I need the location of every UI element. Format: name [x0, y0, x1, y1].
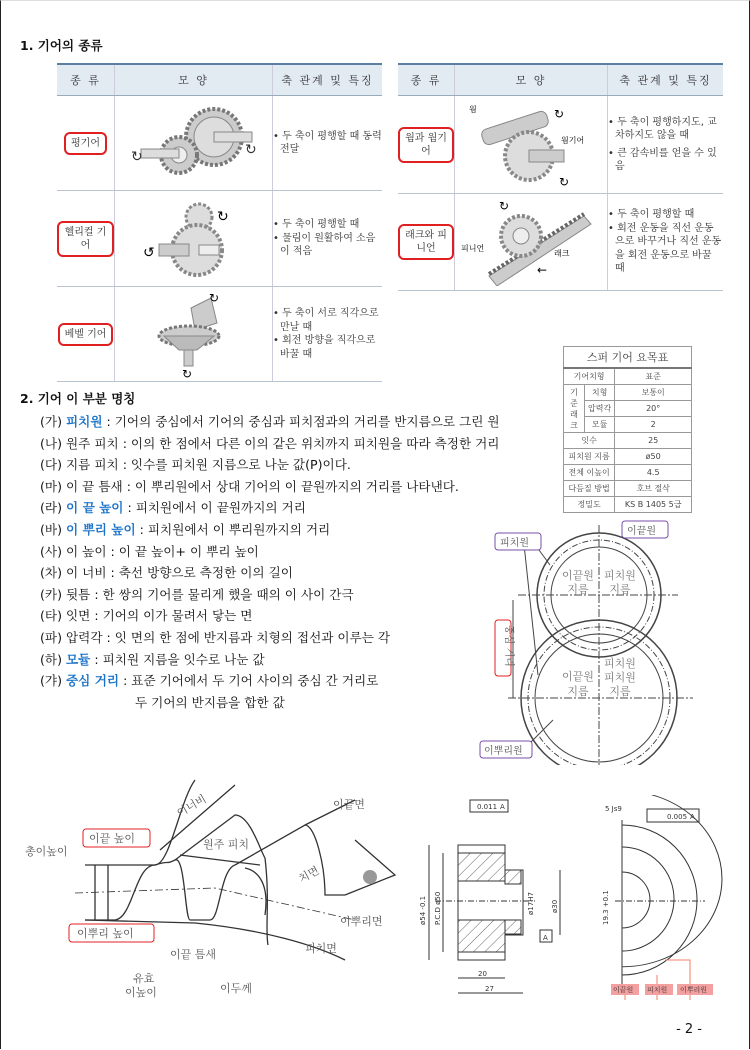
- term-prefix: (가): [40, 414, 62, 429]
- feature-text: • 회전 방향을 직각으로 바꿀 때: [273, 335, 376, 360]
- outer-diameter-dim: ø54 -0.1: [419, 895, 427, 925]
- term-item: [40, 454, 500, 476]
- spec-value: 20°: [615, 401, 692, 417]
- spec-label: 치형: [585, 385, 615, 401]
- table-row: [398, 194, 723, 291]
- section1-title: 1. 기어의 종류: [20, 38, 103, 53]
- addendum-dia-label: 지름: [567, 685, 589, 698]
- addendum-circle-tag: 이끝원: [627, 526, 656, 537]
- term-prefix: (파): [40, 629, 62, 645]
- keyway-dim: 5 Js9: [605, 805, 622, 813]
- term-item: [40, 411, 500, 433]
- svg-text:↻: ↻: [244, 142, 257, 158]
- worm-label: 웜: [468, 105, 477, 114]
- width-dim: 27: [485, 985, 494, 993]
- term-name: 이 끝 높이: [66, 500, 124, 516]
- face-width-label: 이너비: [174, 792, 209, 820]
- helical-gear-image: [129, 195, 259, 280]
- col-header-shape: 모 양: [455, 64, 608, 96]
- term-description: : 피치원 지름을 잇수로 나눈 값: [90, 651, 265, 667]
- svg-text:↻: ↻: [498, 198, 509, 213]
- term-prefix: (타): [40, 608, 62, 624]
- gear-type-tag: 헬리컬 기어: [57, 221, 114, 257]
- tooth-thickness-label: 이두께: [220, 982, 252, 995]
- term-description-continued: 두 기어의 반지름을 합한 값: [135, 694, 285, 710]
- term-item: [40, 562, 500, 584]
- col-header-type: 종 류: [57, 64, 115, 96]
- table-row: [398, 96, 723, 194]
- spec-label: 기어치형: [564, 368, 615, 385]
- gear-types-table-left: [57, 63, 382, 382]
- pitch-dia-label: 지름: [609, 685, 631, 698]
- feature-text: • 두 축이 평행할 때: [608, 209, 695, 221]
- gear-types-table-right: [398, 63, 723, 291]
- feature-text: • 큰 감속비를 얻을 수 있음: [608, 147, 717, 172]
- spec-value: 4.5: [615, 465, 692, 481]
- hub-dim: ø30: [551, 899, 559, 913]
- term-name: 피치원: [66, 414, 103, 429]
- table-row: [57, 287, 382, 382]
- whole-depth-label: 총이높이: [25, 845, 68, 858]
- term-name: 이 끝 틈새: [66, 478, 123, 494]
- gear-type-tag: 평기어: [64, 132, 107, 155]
- clearance-label: 이끝 틈새: [170, 948, 217, 961]
- spur-gear-drawing: [415, 795, 725, 1010]
- spec-label: 모듈: [585, 417, 615, 433]
- spec-value: 2: [615, 417, 692, 433]
- term-item: [40, 649, 500, 671]
- spec-value: 호브 절삭: [615, 481, 692, 497]
- spec-label: 다듬질 방법: [564, 481, 615, 497]
- gear-tooth-nomenclature-diagram: [15, 770, 415, 1010]
- pitch-dia-label: 피치원: [604, 569, 636, 582]
- term-description: : 피치원에서 이 끝원까지의 거리: [123, 500, 306, 516]
- dedendum-circle-tag: 이뿌리원: [484, 746, 523, 757]
- spec-label: 압력각: [585, 401, 615, 417]
- pitch-circle-diagram: [478, 515, 718, 765]
- term-item: [40, 519, 500, 541]
- page-number: - 2 -: [676, 1022, 702, 1037]
- pitch-circle-tag: 피치원: [500, 538, 529, 549]
- term-name: 압력각: [66, 629, 103, 645]
- keyway-depth-dim: 19.3 +0.1: [602, 890, 610, 925]
- feature-text: • 물림이 원활하여 소음이 적음: [273, 232, 376, 258]
- svg-text:↻: ↻: [130, 149, 143, 165]
- pitch-dia-label: 피치원: [604, 671, 636, 684]
- term-item: [40, 670, 500, 692]
- datum-label: A: [690, 813, 695, 821]
- worm-gear-image: [459, 98, 604, 188]
- term-prefix: (차): [40, 565, 62, 581]
- term-name: 원주 피치: [66, 435, 119, 451]
- spec-value: 보통이: [615, 385, 692, 401]
- term-item: [40, 476, 500, 498]
- term-description: : 잇 면의 한 점에 반지름과 치형의 접선과 이루는 각: [102, 629, 391, 645]
- svg-text:↻: ↻: [181, 366, 192, 378]
- spec-value: ø50: [615, 449, 692, 465]
- spec-value: 표준: [615, 368, 692, 385]
- datum-label: A: [543, 934, 548, 942]
- term-description: : 이 끝 높이+ 이 뿌리 높이: [106, 543, 259, 559]
- svg-text:↻: ↻: [558, 175, 569, 188]
- spec-label: 잇수: [564, 433, 615, 449]
- dedendum-tag: 이뿌리 높이: [77, 927, 134, 940]
- term-description: : 기어의 이가 물려서 닿는 면: [90, 608, 253, 624]
- table-row: [57, 191, 382, 287]
- col-header-features: 축 관계 및 특징: [273, 64, 383, 96]
- terms-list: [40, 411, 500, 713]
- term-prefix: (나): [40, 435, 62, 451]
- term-prefix: (갸): [40, 673, 62, 689]
- runout-tolerance: 0.011: [477, 803, 498, 811]
- term-description: : 기어의 중심에서 기어의 중심과 피치점과의 거리를 반지름으로 그린 원: [102, 414, 500, 429]
- rack-pinion-image: [459, 196, 604, 286]
- gear-type-tag: 래크와 피니언: [398, 224, 454, 260]
- term-description: : 축선 방향으로 측정한 이의 길이: [106, 565, 293, 581]
- bore-dim: ø17H7: [527, 892, 535, 915]
- term-prefix: (마): [40, 478, 62, 494]
- term-name: 지름 피치: [66, 457, 119, 473]
- term-name: 뒷틈: [66, 586, 91, 602]
- feature-text: • 두 축이 서로 직각으로 만날 때: [273, 308, 379, 333]
- term-item: [40, 433, 500, 455]
- term-item: [40, 541, 500, 563]
- term-prefix: (다): [40, 457, 62, 473]
- term-description: : 잇수를 피치원 지름으로 나눈 값(P)이다.: [118, 457, 351, 473]
- top-land-label: 이끝면: [333, 798, 365, 811]
- table-row: [57, 96, 382, 191]
- addendum-tag: 이끝 높이: [89, 832, 136, 845]
- spec-title: 스퍼 기어 요목표: [564, 347, 692, 369]
- term-description: : 표준 기어에서 두 기어 사이의 중심 간 거리로: [119, 673, 379, 689]
- width-dim: 20: [478, 970, 487, 978]
- term-prefix: (사): [40, 543, 62, 559]
- spur-gear-image: [129, 99, 259, 184]
- symmetry-tolerance: 0.005: [667, 813, 688, 821]
- addendum-dia-label: 이끝원: [562, 569, 594, 582]
- term-description: : 한 쌍의 기어를 물리게 했을 때의 이 사이 간극: [90, 586, 354, 602]
- section2-title: 2. 기어 이 부분 명칭: [20, 391, 136, 406]
- gear-type-tag: 웜과 웜기어: [398, 127, 454, 163]
- svg-text:←: ←: [536, 262, 547, 277]
- term-prefix: (하): [40, 651, 62, 667]
- pitch-circle-label: 피치원: [604, 657, 636, 670]
- addendum-dia-label: 지름: [567, 583, 589, 596]
- term-prefix: (카): [40, 586, 62, 602]
- gear-type-tag: 베벨 기어: [58, 323, 114, 346]
- term-name: 모듈: [66, 651, 91, 667]
- pinion-label: 피니언: [460, 243, 484, 253]
- term-item: [40, 497, 500, 519]
- spec-value: 25: [615, 433, 692, 449]
- pitch-dia-label: 지름: [609, 583, 631, 596]
- spec-label: 전체 이높이: [564, 465, 615, 481]
- col-header-features: 축 관계 및 특징: [608, 64, 724, 96]
- term-name: 이 뿌리 높이: [66, 521, 136, 537]
- svg-text:↻: ↻: [216, 208, 229, 225]
- feature-text: • 회전 운동을 직선 운동으로 바꾸거나 직선 운동을 회전 운동으로 바꿀 때: [608, 222, 722, 275]
- center-distance-tag: 중심 거리: [503, 625, 514, 667]
- term-description: : 이 뿌리원에서 상대 기어의 이 끝원까지의 거리를 나타낸다.: [122, 478, 459, 494]
- term-name: 이 높이: [66, 543, 107, 559]
- spec-label: 정밀도: [564, 497, 615, 513]
- col-header-type: 종 류: [398, 64, 455, 96]
- pitch-surface-label: 피치면: [305, 942, 337, 955]
- term-item: [40, 584, 500, 606]
- term-item: [40, 627, 500, 649]
- working-depth-label: 이높이: [125, 986, 157, 999]
- dedendum-circle-label: 이뿌리원: [680, 986, 708, 994]
- col-header-shape: 모 양: [115, 64, 273, 96]
- spec-label: 기준 래크: [564, 385, 585, 433]
- term-name: 중심 거리: [66, 673, 120, 689]
- feature-text: • 두 축이 평행하지도, 교차하지도 않을 때: [608, 116, 717, 141]
- term-name: 이 너비: [66, 565, 107, 581]
- working-depth-label: 유효: [133, 972, 155, 985]
- svg-text:↻: ↻: [208, 290, 219, 305]
- spec-label: 피치원 지름: [564, 449, 615, 465]
- pitch-circle-label: 피치원: [647, 986, 668, 994]
- svg-text:↻: ↻: [553, 107, 564, 121]
- term-description: : 이의 한 점에서 다른 이의 같은 위치까지 피치원을 따라 측정한 거리: [118, 435, 500, 451]
- term-item: [40, 605, 500, 627]
- datum-label: A: [500, 803, 505, 811]
- bottom-land-label: 이뿌리면: [340, 915, 383, 928]
- spur-gear-spec-table: [563, 346, 692, 513]
- circular-pitch-label: 원주 피치: [203, 838, 250, 851]
- bevel-gear-image: [129, 288, 259, 378]
- term-description: : 피치원에서 이 뿌리원까지의 거리: [135, 521, 331, 537]
- pcd-dim: P.C.D ø50: [434, 891, 442, 925]
- feature-text: • 두 축이 평행할 때 동력 전달: [273, 130, 382, 155]
- spec-value: KS B 1405 5급: [615, 497, 692, 513]
- svg-text:↺: ↺: [142, 244, 155, 261]
- term-prefix: (바): [40, 521, 62, 537]
- worm-wheel-label: 웜기어: [560, 136, 584, 145]
- term-name: 잇면: [66, 608, 91, 624]
- rack-label: 래크: [553, 248, 569, 258]
- feature-text: • 두 축이 평행할 때: [273, 219, 360, 231]
- flank-label: 치면: [296, 863, 322, 886]
- addendum-circle-label: 이끝원: [613, 986, 634, 994]
- term-prefix: (라): [40, 500, 62, 516]
- addendum-dia-label: 이끝원: [562, 670, 594, 683]
